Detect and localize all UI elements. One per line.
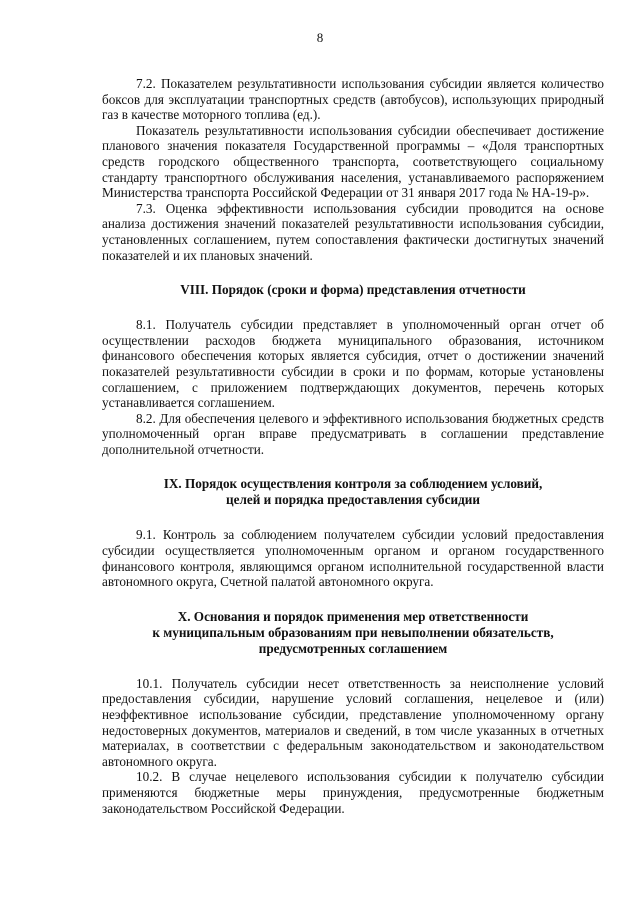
paragraph-7-2: 7.2. Показателем результативности использования субсидии является количество боксов для эксплуатации транспортных средств (автобусов), использующих природный газ в качестве моторного топлива (ед.). (102, 76, 604, 123)
paragraph-9-1: 9.1. Контроль за соблюдением получателем субсидии условий предоставления субсидии осуществляется уполномоченным органом и органом государственного финансового контроля, являющимся органом исполнительной государственной власти автономного округа, Счетной палатой автономного округа. (102, 527, 604, 590)
page-number: 8 (316, 30, 324, 45)
section-8-title: VIII. Порядок (сроки и форма) представления отчетности (180, 282, 526, 298)
section-10-title-line3: предусмотренных соглашением (258, 640, 448, 656)
paragraph-8-2: 8.2. Для обеспечения целевого и эффективного использования бюджетных средств уполномоченный орган вправе предусматривать в соглашении представление дополнительной отчетности. (102, 410, 604, 457)
section-10-heading (102, 609, 604, 657)
paragraph-10-2: 10.2. В случае нецелевого использования субсидии к получателю субсидии применяются бюджетные меры принуждения, предусмотренные бюджетным законодательством Российской Федерации. (102, 769, 604, 816)
section-10-title-line2: к муниципальным образованиям при невыполнении обязательств, (152, 624, 554, 640)
section-10-title-line1: X. Основания и порядок применения мер ответственности (177, 608, 529, 624)
paragraph-7-3: 7.3. Оценка эффективности использования субсидии проводится на основе анализа достижения значений показателей результативности использования субсидии, установленных соглашением, путем сопоставления фактически достигнутых значений показателей и их плановых значений. (102, 200, 604, 263)
page-content (102, 76, 604, 816)
section-9-heading (102, 476, 604, 508)
section-8-heading (102, 282, 604, 298)
paragraph-8-1: 8.1. Получатель субсидии представляет в уполномоченный орган отчет об осуществлении расходов бюджета муниципального образования, источником финансового обеспечения которых является субсидия, отчет о достижении значений показателей результативности субсидии в сроки и по формам, которые установлены соглашением, с приложением подтверждающих документов, перечень которых устанавливается соглашением. (102, 317, 604, 411)
paragraph-10-1: 10.1. Получатель субсидии несет ответственность за неисполнение условий предоставления субсидии, нарушение условий соглашения, нецелевое и (или) неэффективное использование субсидии, представление уполномоченному органу недостоверных документов, материалов и сведений, в том числе указанных в отчетных материалах, в соответствии с федеральным законодательством и законодательством автономного округа. (102, 675, 604, 769)
section-9-title-line1: IX. Порядок осуществления контроля за соблюдением условий, (163, 476, 543, 492)
section-9-title-line2: целей и порядка предоставления субсидии (226, 492, 480, 508)
paragraph-indicator: Показатель результативности использования субсидии обеспечивает достижение планового значения показателя Государственной программы – «Доля транспортных средств городского общественного транспорта, соответствующего социальному стандарту транспортного обслуживания населения, устанавливаемого распоряжением Министерства транспорта Российской Федерации от 31 января 2017 года № НА-19-р». (102, 122, 604, 201)
